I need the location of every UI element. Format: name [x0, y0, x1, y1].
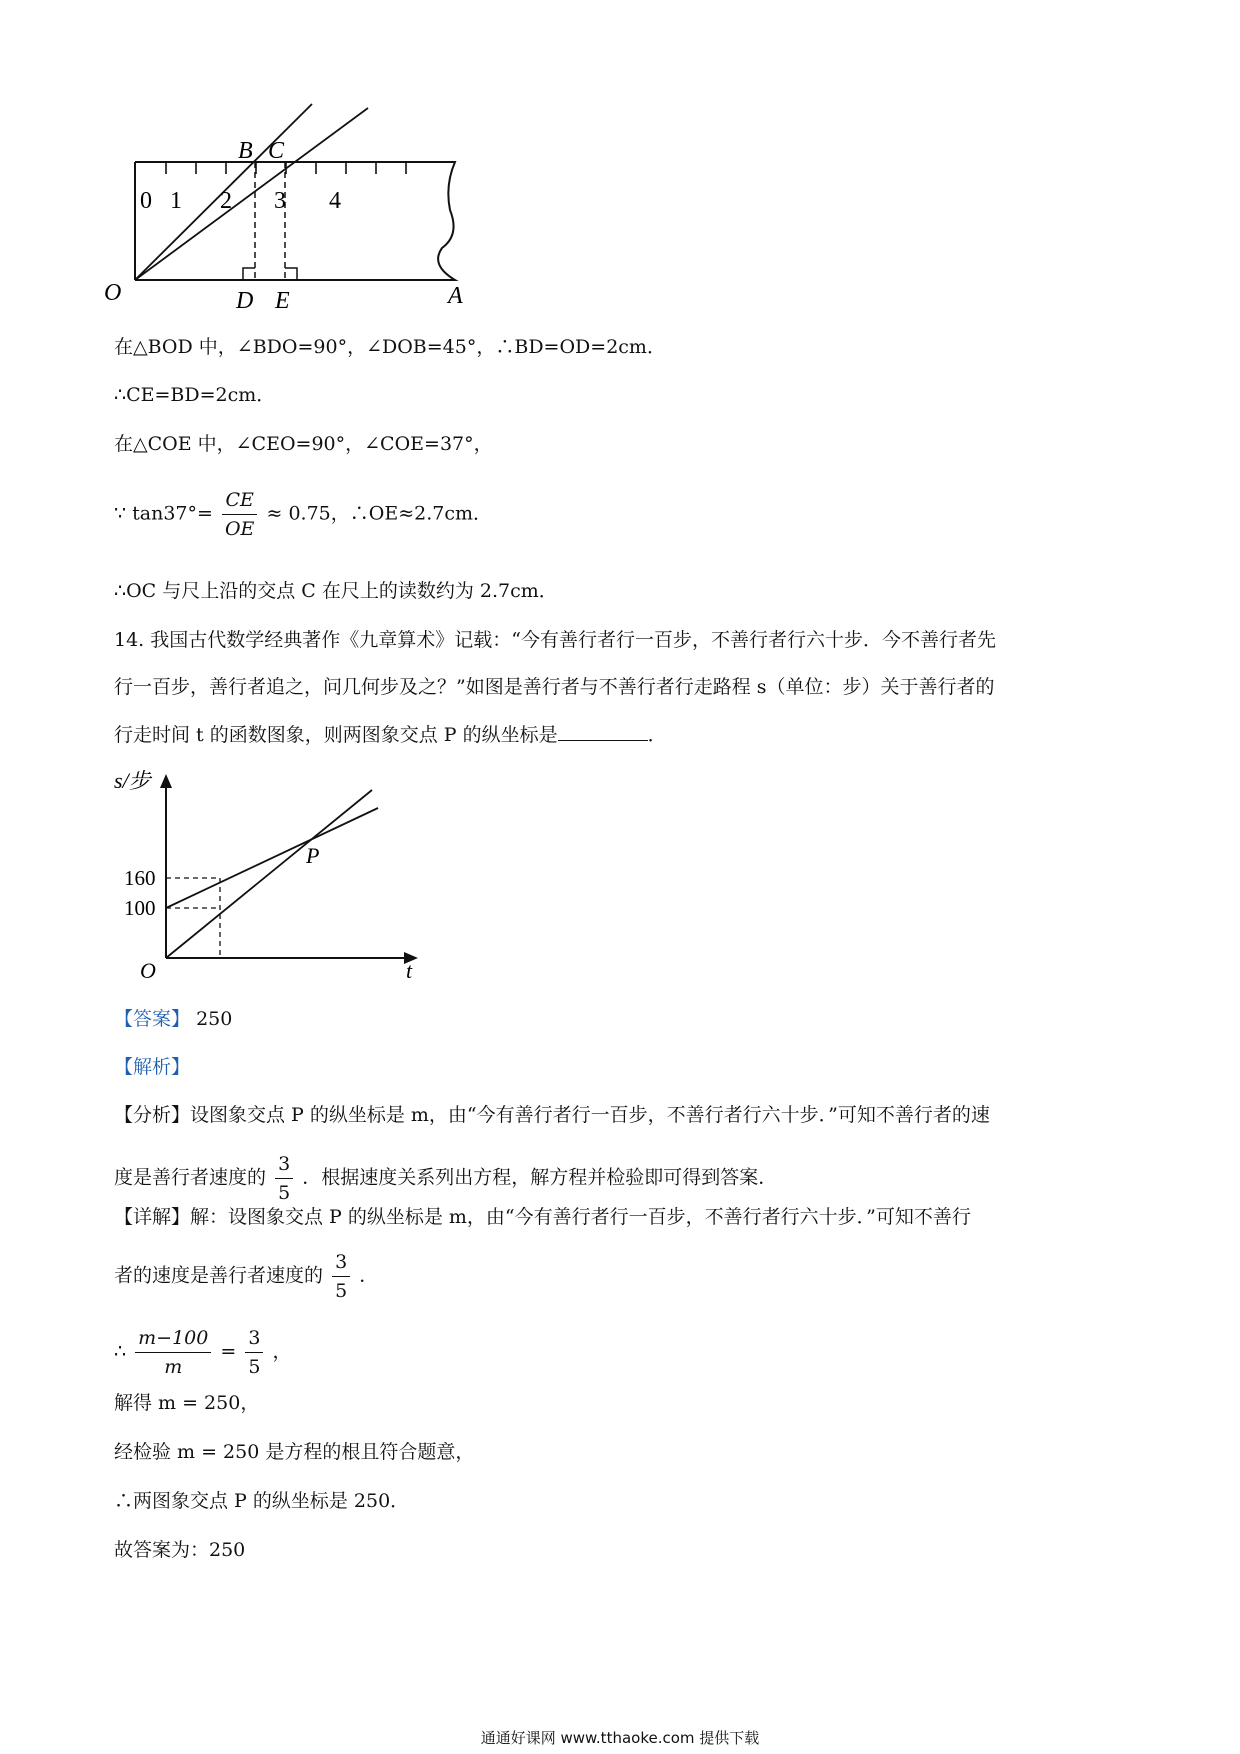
fenxi-line-2 — [114, 1152, 777, 1205]
ce-over-oe-fraction — [222, 488, 257, 541]
answer-value: 250 — [196, 1008, 233, 1030]
three-fifths-fraction-3 — [245, 1326, 263, 1379]
solve-line: 解得 m = 250， — [114, 1392, 260, 1414]
page-footer: 通通好课网 www.tthaoke.com 提供下载 — [480, 1729, 760, 1747]
detail-text-2b: ． — [359, 1264, 379, 1287]
question-14-line-1: 14. 我国古代数学经典著作《九章算术》记载：“今有善行者行一百步，不善行者行六十步．今不善行者先 — [114, 629, 996, 651]
tick-2: 2 — [220, 188, 232, 214]
tick-3: 3 — [274, 188, 286, 214]
solution-line-3: 在△COE 中，∠CEO=90°，∠COE=37°， — [114, 433, 493, 455]
ruler-outline — [135, 162, 455, 280]
ruler-figure — [100, 90, 500, 315]
label-o: O — [104, 280, 122, 306]
question-14-line-3 — [114, 721, 667, 749]
m-fraction — [135, 1326, 211, 1379]
y-tick-160: 160 — [124, 866, 156, 890]
three-fifths-fraction-2 — [332, 1250, 350, 1303]
tick-4: 4 — [329, 188, 341, 214]
equation-line — [114, 1326, 292, 1379]
label-a: A — [448, 283, 463, 309]
detail-text-1: 解：设图象交点 P 的纵坐标是 m，由“今有善行者行一百步，不善行者行六十步．”可知不善行 — [190, 1206, 971, 1228]
fraction-denominator: 5 — [335, 1280, 348, 1302]
equation-equals: = — [220, 1340, 237, 1363]
fraction-numerator: 3 — [275, 1152, 293, 1179]
fenxi-text-2a: 度是善行者速度的 — [114, 1166, 267, 1189]
x-axis-label: t — [406, 958, 413, 980]
fenxi-tag: 【分析】 — [114, 1104, 191, 1126]
conclude-line: ∴两图象交点 P 的纵坐标是 250． — [114, 1490, 410, 1512]
answer-line — [114, 1005, 232, 1033]
solution-line-5: ∴OC 与尺上沿的交点 C 在尺上的读数约为 2.7cm． — [114, 580, 558, 602]
analysis-tag: 【解析】 — [114, 1056, 191, 1078]
solution-line-1: 在△BOD 中，∠BDO=90°，∠DOB=45°，∴BD=OD=2cm． — [114, 336, 666, 358]
label-c: C — [268, 138, 285, 164]
check-line: 经检验 m = 250 是方程的根且符合题意， — [114, 1441, 475, 1463]
origin-label: O — [140, 958, 156, 980]
question-14-line-3-end: ． — [647, 724, 667, 746]
tick-1: 1 — [170, 188, 182, 214]
equation-suffix: ， — [272, 1340, 292, 1363]
y-axis-label: s/步 — [114, 770, 151, 793]
fraction-numerator: 3 — [332, 1250, 350, 1277]
fraction-denominator: 5 — [248, 1356, 261, 1378]
fenxi-line-1 — [114, 1101, 990, 1129]
detail-line-1 — [114, 1203, 971, 1231]
y-axis-arrow — [160, 774, 172, 788]
label-d: D — [236, 288, 254, 314]
fraction-denominator: m — [164, 1356, 183, 1378]
final-answer-line: 故答案为：250 — [114, 1539, 246, 1561]
line-slow-walker — [166, 808, 378, 908]
label-e: E — [275, 288, 290, 314]
detail-line-2 — [114, 1250, 378, 1303]
fraction-numerator: 3 — [245, 1326, 263, 1353]
fraction-numerator: CE — [222, 488, 257, 515]
y-tick-100: 100 — [124, 896, 156, 920]
solution-line-4 — [114, 488, 492, 541]
line-good-walker — [166, 790, 372, 958]
solution-line-2: ∴CE=BD=2cm． — [114, 384, 276, 406]
fraction-denominator: OE — [224, 518, 255, 540]
question-14-line-2: 行一百步，善行者追之，问几何步及之？”如图是善行者与不善行者行走路程 s（单位：步）关于善行者的 — [114, 676, 995, 698]
tan-suffix: ≈ 0.75，∴OE≈2.7cm． — [266, 502, 492, 525]
three-fifths-fraction — [275, 1152, 293, 1205]
s-t-graph — [110, 770, 430, 980]
detail-text-2a: 者的速度是善行者速度的 — [114, 1264, 324, 1287]
fenxi-text-2b: ．根据速度关系列出方程，解方程并检验即可得到答案． — [302, 1166, 778, 1189]
answer-blank — [558, 722, 648, 741]
fraction-numerator: m−100 — [135, 1326, 211, 1353]
question-14-line-3-text: 行走时间 t 的函数图象，则两图象交点 P 的纵坐标是 — [114, 724, 558, 746]
fraction-denominator: 5 — [278, 1182, 291, 1204]
fenxi-text-1: 设图象交点 P 的纵坐标是 m，由“今有善行者行一百步，不善行者行六十步．”可知不善行者的速 — [190, 1104, 990, 1126]
answer-tag: 【答案】 — [114, 1008, 191, 1030]
detail-tag: 【详解】 — [114, 1206, 191, 1228]
tick-0: 0 — [140, 188, 152, 214]
label-b: B — [238, 138, 253, 164]
tan-prefix: ∵ tan37°= — [114, 502, 213, 525]
point-p-label: P — [306, 843, 320, 868]
equation-prefix: ∴ — [114, 1340, 127, 1363]
